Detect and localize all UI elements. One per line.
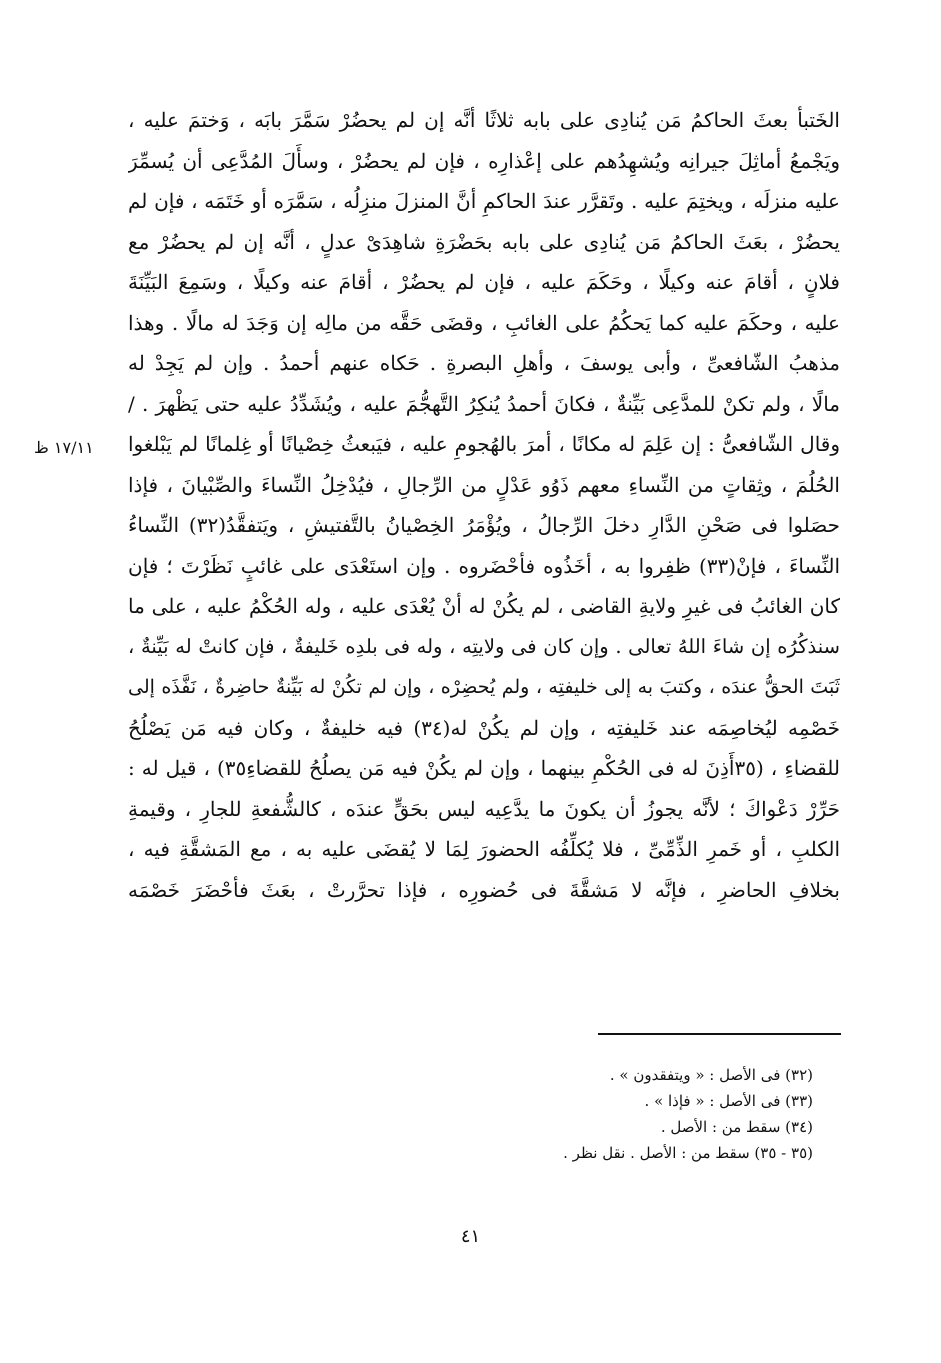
footnote: (٣٢) فى الأصل : « ويتفقدون » .: [609, 1066, 813, 1084]
text-line: للقضاءِ ، (٣٥أَذِنَ له فى الحُكْمِ بينهما ، وإن لم يكُنْ فيه مَن يصلُحُ للقضاءِ٣٥) ، قيل له :: [128, 756, 840, 780]
text-line: حَرِّرْ دَعْواكَ ؛ لأنَّه يجوزُ أن يكونَ ما يدَّعِيه ليس بحَقٍّ عندَه ، كالشُّفعةِ للجارِ ، وقيمةِ: [128, 796, 840, 821]
text-line: حصَلوا فى صَحْنِ الدَّارِ دخلَ الرِّجالُ ، ويُؤْمَرُ الخِصْيانُ بالتَّفتيشِ ، ويَتفقَّدُ(٣٢) النِّساءُ: [128, 513, 840, 537]
footnote: (٣٤) سقط من : الأصل .: [660, 1118, 813, 1136]
text-line: وقال الشّافعىُّ : إن عَلِمَ له مكانًا ، أمرَ بالهُجومِ عليه ، فيَبعثُ خِصْيانًا أو غِلمانًا لم يَبْلغوا: [128, 432, 840, 456]
main-text-block: [128, 100, 840, 910]
text-line: الحُلُمَ ، وثِقاتٍ من النِّساءِ معهم ذَوُو عَدْلٍ من الرِّجالِ ، فيُدْخِلُ النِّساءَ والصِّبْيانَ ، فإذا: [128, 472, 840, 497]
footnote-separator: [598, 1033, 841, 1035]
text-line: مذهبُ الشّافعىِّ ، وأبى يوسفَ ، وأهلِ البصرةِ . حَكاه عنهم أحمدُ . وإن لم يَجِدْ له: [128, 351, 840, 375]
text-line: خَصْمِه ليُخاصِمَه عند خَليفتِه ، وإن لم يكُنْ له(٣٤) فيه خليفةٌ ، وكان فيه مَن يَصْلُحُ: [128, 715, 840, 740]
text-line: ثَبَتَ الحقُّ عندَه ، وكتبَ به إلى خليفتِه ، ولم يُحضِرْه ، وإن لم تكُنْ له بَيِّنةٌ حاضِرةٌ ، نَفَّذَه إلى: [128, 676, 840, 698]
text-line: الكلبِ ، أو خَمرِ الذِّمِّىِّ ، فلا يُكلِّفُه الحضورَ لِمَا لا يُقضَى عليه به ، مع المَشقَّةِ فيه ،: [128, 837, 840, 861]
footnote: (٣٣) فى الأصل : « فإذا » .: [644, 1092, 813, 1110]
text-line: الخَتبأ بعثَ الحاكمُ مَن يُنادِى على بابه ثلاثًا أنَّه إن لم يحضُرْ سَمَّرَ بابَه ، وَختمَ عليه ،: [128, 108, 840, 132]
footnote: (٣٥ - ٣٥) سقط من : الأصل . نقل نظر .: [563, 1144, 813, 1162]
text-line: عليه ، وحكَمَ عليه كما يَحكُمُ على الغائبِ ، وقضَى حَقَّه من مالِه إن وَجَدَ له مالًا . وهذا: [128, 310, 840, 335]
text-line: مالًا ، ولم تكنْ للمدَّعِى بَيِّنةٌ ، فكانَ أحمدُ يُنكِرُ التَّهجُّمَ عليه ، ويُشَدِّدُ عليه حتى يَظْهرَ . /: [128, 391, 840, 416]
text-line: فلانٍ ، أقامَ عنه وكيلًا ، وحَكَمَ عليه ، فإن لم يحضُرْ ، أقامَ عنه وكيلًا ، وسَمِعَ البَيِّنَةَ: [128, 270, 840, 294]
text-line: ويَجْمعُ أماثِلَ جيرانِه ويُشهِدُهم على إعْذارِه ، فإن لم يحضُرْ ، وسأَلَ المُدَّعِى أن يُسمِّرَ: [128, 148, 840, 173]
manuscript-folio-marker: ١٧/١١ ظ: [34, 438, 94, 457]
text-line: كان الغائبُ فى غيرِ ولايةِ القاضى ، لم يكُنْ له أنْ يُعْدَى عليه ، وله الحُكْمُ عليه ، على ما: [128, 594, 840, 618]
footnotes: [293, 1062, 813, 1166]
text-line: سنذكُرُه إن شاءَ اللهُ تعالى . وإن كان فى ولايتِه ، وله فى بلدِه خَليفةٌ ، فإن كانتْ له بَيِّنةٌ ،: [128, 634, 840, 658]
page-number: ٤١: [460, 1226, 481, 1247]
text-line: بخلافِ الحاضرِ ، فإنَّه لا مَشقَّةَ فى حُضورِه ، فإذا تحرَّرتْ ، بعَثَ فأحْضَرَ خَصْمَه: [128, 877, 840, 902]
text-line: يحضُرْ ، بعَثَ الحاكمُ مَن يُنادِى على بابه بحَضْرَةِ شاهِدَىْ عدلٍ ، أنَّه إن لم يحضُرْ مع: [128, 229, 840, 254]
text-line: النِّساءَ ، فإنْ(٣٣) ظفِروا به ، أخَذُوه فأحْضَروه . وإن استَعْدَى على غائبٍ نَظَرْتَ ؛ فإن: [128, 553, 840, 578]
text-line: عليه منزلَه ، ويختِمَ عليه . وتَقرَّر عندَ الحاكمِ أنَّ المنزلَ منزِلُه ، سَمَّرَه أو خَتَمَه ، فإن لم: [128, 189, 840, 213]
